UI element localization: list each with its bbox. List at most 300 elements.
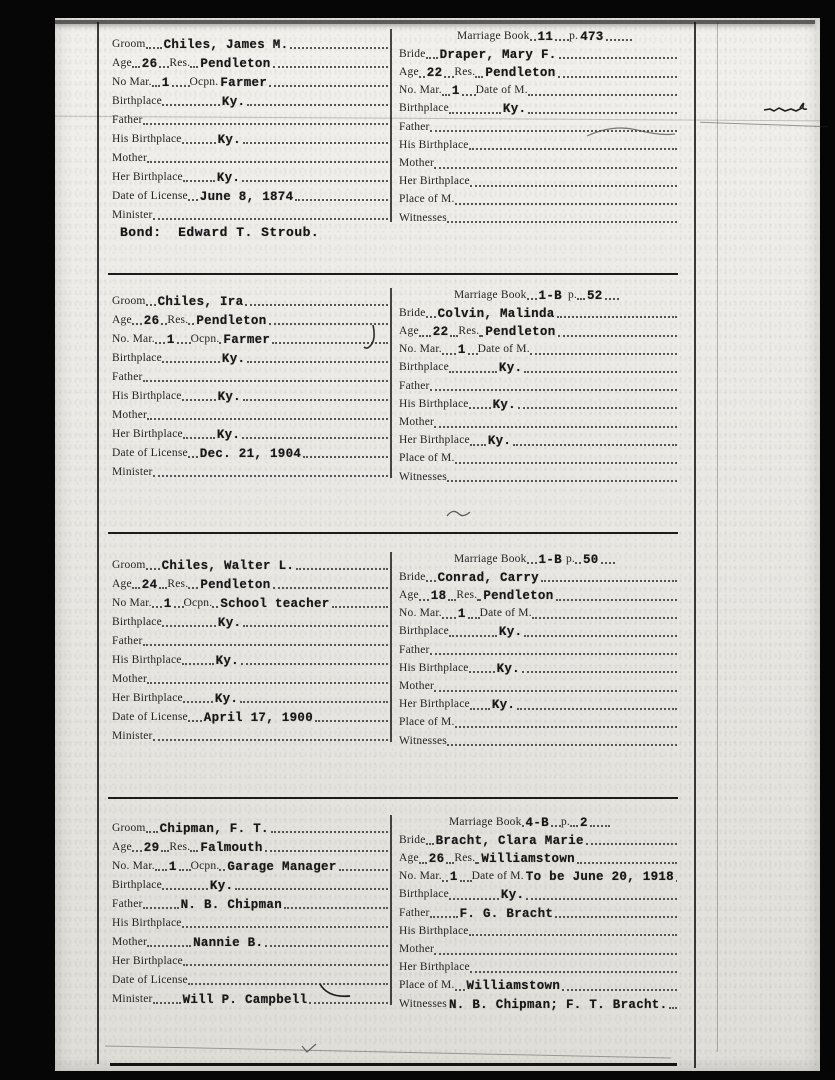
dotted-leader <box>146 567 160 570</box>
field-value: Chiles, Walter L. <box>161 558 295 573</box>
dotted-leader <box>522 670 677 673</box>
field-label: Minister <box>112 465 153 478</box>
field-label: Marriage Book <box>454 552 527 565</box>
column-divider <box>390 288 392 478</box>
field-value: Garage Manager <box>227 859 337 874</box>
field-label: Birthplace <box>399 361 449 374</box>
field-label: Mother <box>112 672 148 685</box>
dotted-leader <box>235 887 388 890</box>
dotted-leader <box>430 129 677 132</box>
bride-column <box>399 26 677 226</box>
field-label: Mother <box>112 935 148 948</box>
dotted-leader <box>153 738 388 741</box>
field-value: Ky. <box>217 132 241 147</box>
field-label: Her Birthplace <box>399 175 470 188</box>
dotted-leader <box>183 700 213 703</box>
record-row <box>399 676 677 694</box>
faint-vertical-line <box>717 22 718 1052</box>
dotted-leader <box>586 842 677 845</box>
record-row <box>112 969 388 988</box>
field-label: Father <box>399 120 430 133</box>
dotted-leader <box>513 443 677 446</box>
dotted-leader <box>284 906 388 909</box>
field-value: 1 <box>166 332 175 347</box>
dotted-leader <box>430 388 677 391</box>
field-value: Farmer <box>220 75 268 90</box>
field-label: His Birthplace <box>399 138 469 151</box>
field-label: Mother <box>399 157 435 169</box>
dotted-leader <box>309 1001 388 1004</box>
dotted-leader <box>526 897 677 900</box>
dotted-leader <box>179 868 191 871</box>
dotted-leader <box>430 652 677 655</box>
dotted-leader <box>558 334 677 337</box>
field-label: Ocpn. <box>190 859 220 872</box>
dotted-leader <box>146 46 162 49</box>
field-label: Date of M. <box>477 343 530 356</box>
record-row <box>112 912 388 931</box>
dotted-leader <box>162 887 208 890</box>
field-label: Witnesses <box>399 211 447 224</box>
field-value: 4-B <box>525 815 549 830</box>
record-row <box>112 725 388 744</box>
column-divider <box>390 815 392 1005</box>
spacer <box>399 43 457 44</box>
field-label: Groom <box>112 558 146 571</box>
record-row <box>112 185 388 204</box>
dotted-leader <box>606 38 632 41</box>
record-row <box>112 290 388 309</box>
record-row <box>112 33 388 52</box>
record-row <box>399 321 677 339</box>
record-row <box>399 958 677 976</box>
dotted-leader <box>265 849 388 852</box>
record-row <box>399 431 677 449</box>
record-row <box>112 668 388 687</box>
dotted-leader <box>271 830 388 833</box>
field-value: Pendleton <box>485 66 556 81</box>
field-label: Her Birthplace <box>112 427 183 440</box>
field-value: 2 <box>579 815 588 830</box>
record-row <box>399 976 677 994</box>
dotted-leader <box>143 906 179 909</box>
field-value: Ky. <box>215 653 239 668</box>
field-label: Place of M. <box>399 979 455 992</box>
dotted-leader <box>469 933 677 936</box>
field-label: Her Birthplace <box>399 698 470 711</box>
record-row <box>399 190 677 208</box>
scan-edge-bottom <box>0 1071 835 1080</box>
dotted-leader <box>155 868 167 871</box>
dotted-leader <box>442 352 456 355</box>
record-row <box>112 128 388 147</box>
dotted-leader <box>559 56 677 59</box>
dotted-leader <box>182 925 388 928</box>
field-value: Colvin, Malinda <box>437 306 555 321</box>
dotted-leader <box>528 111 677 114</box>
record-row <box>399 713 677 731</box>
dotted-leader <box>182 141 216 144</box>
record-row <box>112 147 388 166</box>
dotted-leader <box>295 198 388 201</box>
dotted-leader <box>162 360 220 363</box>
field-value: Ky. <box>496 661 520 676</box>
field-value: Ky. <box>214 691 239 706</box>
record-row <box>399 26 677 44</box>
dotted-leader <box>605 297 619 300</box>
dotted-leader <box>555 915 677 918</box>
field-label: Her Birthplace <box>112 170 183 183</box>
spacer <box>399 302 454 303</box>
record-row <box>399 867 677 885</box>
field-label: His Birthplace <box>112 916 182 929</box>
dotted-leader <box>555 38 569 41</box>
dotted-leader <box>450 334 458 337</box>
record-row <box>399 903 677 921</box>
record-row <box>399 62 677 80</box>
field-value: Ky. <box>209 878 234 893</box>
dotted-leader <box>601 561 615 564</box>
dotted-leader <box>434 166 677 169</box>
field-label: Place of M. <box>399 193 455 206</box>
record-row <box>399 658 677 676</box>
field-value: Chiles, Ira <box>157 294 244 309</box>
field-value: Farmer <box>223 332 271 347</box>
field-value: N. B. Chipman <box>180 897 283 912</box>
dotted-leader <box>426 579 436 582</box>
dotted-leader <box>455 461 677 464</box>
field-label: Birthplace <box>399 102 449 115</box>
dotted-leader <box>243 624 388 627</box>
record-row <box>112 90 388 109</box>
record-row <box>112 204 388 223</box>
dotted-leader <box>448 598 456 601</box>
field-label: Res. <box>458 325 480 338</box>
field-value: 1 <box>168 859 177 874</box>
field-label: Birthplace <box>112 878 162 891</box>
field-value: 24 <box>141 577 158 592</box>
record-row <box>112 385 388 404</box>
dotted-leader <box>455 202 677 205</box>
field-label: Res. <box>169 840 191 853</box>
dotted-leader <box>177 341 191 344</box>
field-label: Mother <box>399 943 435 955</box>
field-value: Will P. Campbell <box>182 992 308 1007</box>
dotted-leader <box>676 879 677 882</box>
record-row <box>112 573 388 592</box>
dotted-leader <box>449 897 499 900</box>
dotted-leader <box>528 93 677 96</box>
dotted-leader <box>183 179 215 182</box>
record-row <box>112 309 388 328</box>
dotted-leader <box>273 586 388 589</box>
dotted-leader <box>447 220 677 223</box>
record-row <box>399 467 677 485</box>
dotted-leader <box>447 479 677 482</box>
field-value: April 17, 1900 <box>203 710 314 725</box>
dotted-leader <box>242 436 388 439</box>
column-divider <box>390 552 392 742</box>
field-label: Witnesses <box>399 734 447 747</box>
dotted-leader <box>527 561 537 564</box>
dotted-leader <box>541 579 677 582</box>
record-row <box>399 830 677 848</box>
dotted-leader <box>469 406 491 409</box>
field-label: His Birthplace <box>399 924 469 937</box>
dotted-leader <box>460 879 472 882</box>
dotted-leader <box>188 982 388 985</box>
dotted-leader <box>183 963 388 966</box>
record-row <box>399 994 677 1012</box>
field-label: Date of M. <box>475 84 528 97</box>
dotted-leader <box>147 681 388 684</box>
dotted-leader <box>290 46 388 49</box>
dotted-leader <box>190 849 198 852</box>
field-value: F. G. Bracht <box>459 906 554 921</box>
field-value: 26 <box>143 313 160 328</box>
dotted-leader <box>188 719 202 722</box>
dotted-leader <box>188 455 198 458</box>
field-label: No. Mar. <box>112 859 155 872</box>
field-value: Chiles, James M. <box>163 37 289 52</box>
column-divider <box>390 29 392 222</box>
dotted-leader <box>430 915 458 918</box>
field-value: Chipman, F. T. <box>159 821 269 836</box>
bride-column <box>399 549 677 749</box>
dotted-leader <box>434 952 677 955</box>
field-value: 1-B <box>538 288 562 303</box>
dotted-leader <box>532 616 677 619</box>
dotted-leader <box>273 65 388 68</box>
field-value: Ky. <box>491 698 516 713</box>
marriage-record-card-2 <box>98 285 695 500</box>
field-label: Date of License <box>112 710 188 723</box>
field-label: Date of M. <box>479 607 532 620</box>
dotted-leader <box>143 379 388 382</box>
dotted-leader <box>143 643 388 646</box>
dotted-leader <box>147 944 191 947</box>
dotted-leader <box>242 179 388 182</box>
field-label: Ocpn. <box>183 596 213 609</box>
dotted-leader <box>426 56 438 59</box>
dotted-leader <box>183 436 215 439</box>
field-label: Ocpn. <box>190 332 220 345</box>
field-value: Bracht, Clara Marie <box>435 833 584 848</box>
dotted-leader <box>155 341 165 344</box>
field-value: Pendleton <box>196 313 267 328</box>
field-label: Father <box>112 370 143 383</box>
dotted-leader <box>162 103 220 106</box>
field-value: 50 <box>582 552 599 567</box>
dotted-leader <box>524 634 677 637</box>
field-label: No. Mar. <box>399 343 442 356</box>
dotted-leader <box>517 707 677 710</box>
dotted-leader <box>159 586 167 589</box>
dotted-leader <box>426 842 434 845</box>
record-row <box>399 172 677 190</box>
field-label: Res. <box>454 66 476 79</box>
dotted-leader <box>132 586 140 589</box>
dotted-leader <box>470 443 486 446</box>
record-row <box>112 611 388 630</box>
dotted-leader <box>518 406 677 409</box>
record-row <box>112 442 388 461</box>
record-row <box>399 358 677 376</box>
dotted-leader <box>241 662 388 665</box>
field-label: Mother <box>112 408 148 421</box>
record-row <box>399 208 677 226</box>
bond-note: Bond: Edward T. Stroub. <box>120 225 320 240</box>
field-label: Ocpn. <box>189 75 219 88</box>
record-row <box>112 71 388 90</box>
record-row <box>399 99 677 117</box>
record-row <box>399 412 677 430</box>
dotted-leader <box>243 141 388 144</box>
field-label: p. <box>569 29 579 42</box>
field-value: Ky. <box>216 170 241 185</box>
record-row <box>112 52 388 71</box>
bride-column <box>399 812 677 1012</box>
field-label: Minister <box>112 729 153 742</box>
dotted-leader <box>577 297 585 300</box>
field-label: Res. <box>454 852 476 865</box>
field-label: Birthplace <box>399 888 449 901</box>
record-row <box>112 836 388 855</box>
record-row <box>112 328 388 347</box>
record-row <box>399 640 677 658</box>
dotted-leader <box>182 398 216 401</box>
dotted-leader <box>470 184 677 187</box>
field-label: Mother <box>399 416 435 428</box>
dotted-leader <box>315 719 388 722</box>
field-label: Bride <box>399 306 426 319</box>
field-label: Father <box>112 897 143 910</box>
record-row <box>112 817 388 836</box>
field-value: School teacher <box>220 596 330 611</box>
field-label: Date of License <box>112 973 188 986</box>
dotted-leader <box>143 122 388 125</box>
spacer <box>399 829 449 830</box>
field-value: Ky. <box>500 888 525 903</box>
dotted-leader <box>132 322 142 325</box>
dotted-leader <box>153 217 388 220</box>
dotted-leader <box>188 198 198 201</box>
dotted-leader <box>332 605 388 608</box>
dotted-leader <box>469 147 677 150</box>
field-value: Ky. <box>217 389 241 404</box>
dotted-leader <box>190 65 198 68</box>
field-label: Father <box>399 379 430 392</box>
dotted-leader <box>442 616 456 619</box>
record-row <box>112 950 388 969</box>
record-row <box>399 340 677 358</box>
field-value: Williamstown <box>481 852 575 867</box>
record-row <box>112 649 388 668</box>
dotted-leader <box>188 586 198 589</box>
dotted-leader <box>449 370 497 373</box>
field-label: Age <box>112 577 132 590</box>
dotted-leader <box>159 65 169 68</box>
record-row <box>399 394 677 412</box>
record-row <box>399 449 677 467</box>
field-label: Res. <box>456 589 478 602</box>
marriage-record-card-4 <box>98 812 695 1027</box>
field-label: No Mar. <box>112 75 152 88</box>
spacer <box>399 566 454 567</box>
field-value: 1 <box>449 870 458 885</box>
field-label: Age <box>399 66 419 79</box>
dotted-leader <box>434 425 677 428</box>
dotted-leader <box>174 605 184 608</box>
field-label: Res. <box>167 313 189 326</box>
scan-edge-top <box>0 0 835 18</box>
field-label: Mother <box>112 151 148 164</box>
record-row <box>112 687 388 706</box>
dotted-leader <box>444 75 454 78</box>
record-row <box>399 921 677 939</box>
field-value: Ky. <box>221 94 246 109</box>
dotted-leader <box>577 861 677 864</box>
marriage-record-card-1 <box>98 26 695 276</box>
field-label: His Birthplace <box>399 397 469 410</box>
field-value: Ky. <box>487 434 512 449</box>
dotted-leader <box>419 334 431 337</box>
dotted-leader <box>240 700 388 703</box>
record-row <box>112 706 388 725</box>
field-label: His Birthplace <box>399 661 469 674</box>
dotted-leader <box>468 616 480 619</box>
field-label: No. Mar. <box>399 870 442 883</box>
dotted-leader <box>146 303 156 306</box>
dotted-leader <box>132 849 142 852</box>
dotted-leader <box>152 84 160 87</box>
field-value: 1 <box>163 596 172 611</box>
dotted-leader <box>449 111 501 114</box>
dotted-leader <box>669 1006 677 1009</box>
field-value: Dec. 21, 1904 <box>199 446 302 461</box>
dotted-leader <box>162 624 216 627</box>
field-label: No. Mar. <box>399 607 442 620</box>
field-value: 473 <box>580 29 604 44</box>
record-separator-line <box>108 797 678 799</box>
field-value: Ky. <box>217 615 242 630</box>
dotted-leader <box>434 689 677 692</box>
field-label: Father <box>399 643 430 656</box>
field-label: Marriage Book <box>457 29 530 42</box>
field-value: 26 <box>428 852 445 867</box>
field-label: Her Birthplace <box>399 961 470 974</box>
dotted-leader <box>172 84 190 87</box>
field-label: Place of M. <box>399 716 455 729</box>
field-label: Father <box>399 906 430 919</box>
record-row <box>399 731 677 749</box>
dotted-leader <box>296 567 388 570</box>
dotted-leader <box>269 84 388 87</box>
record-row <box>399 567 677 585</box>
field-label: Birthplace <box>399 625 449 638</box>
dotted-leader <box>245 303 388 306</box>
record-row <box>399 303 677 321</box>
field-label: Res. <box>169 56 191 69</box>
field-label: Father <box>112 113 143 126</box>
field-label: Marriage Book <box>449 815 522 828</box>
dotted-leader <box>556 598 677 601</box>
dotted-leader <box>426 315 436 318</box>
record-row <box>399 695 677 713</box>
field-label: No. Mar. <box>112 332 155 345</box>
record-row <box>399 812 677 830</box>
field-label: Place of M. <box>399 452 455 465</box>
